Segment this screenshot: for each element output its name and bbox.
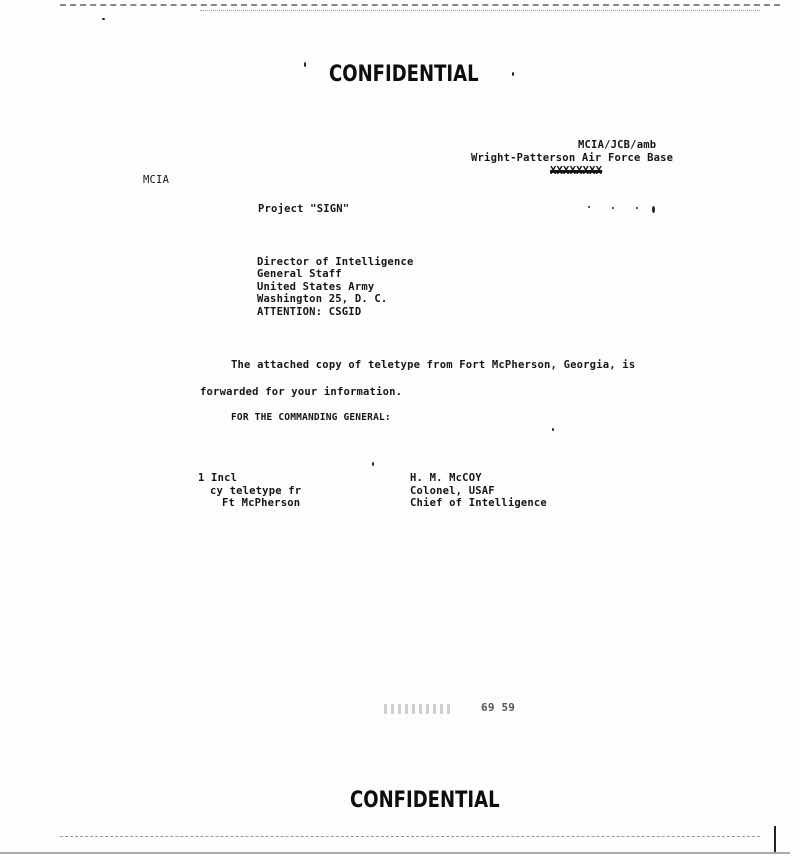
scan-speck [588,206,590,208]
scan-speck [612,207,614,209]
scan-speck [304,62,306,67]
closing-line: FOR THE COMMANDING GENERAL: [231,412,391,423]
enclosure-line-2: cy teletype fr [210,485,302,497]
enclosure-line-1: 1 Incl [198,472,238,484]
office-symbol: MCIA [143,174,170,186]
scan-speck [372,462,374,466]
addressee-line-4: Washington 25, D. C. [257,293,388,305]
signature-title: Chief of Intelligence [410,497,547,509]
scan-speck [102,18,105,20]
scan-edge-bottom [60,836,760,837]
scan-speck [512,72,514,76]
signature-rank: Colonel, USAF [410,485,495,497]
base-location: Wright-Patterson Air Force Base [471,152,674,164]
scan-edge-top-secondary [200,10,760,11]
addressee-line-3: United States Army [257,281,375,293]
enclosure-line-3: Ft McPherson [222,497,301,509]
addressee-line-1: Director of Intelligence [257,256,414,268]
faint-stamp-smudge [384,704,454,714]
reference-code: MCIA/JCB/amb [578,139,657,151]
attention-line: ATTENTION: CSGID [257,306,362,318]
scan-speck [636,207,638,209]
scan-edge-top [60,4,780,6]
redacted-line: XXXXXXXX [550,165,603,177]
classification-top: CONFIDENTIAL [329,62,479,87]
subject-line: Project "SIGN" [258,203,350,215]
scan-speck [552,428,554,431]
scan-speck [652,206,655,213]
body-line-1: The attached copy of teletype from Fort McPherson, Georgia, is [231,359,636,371]
classification-bottom: CONFIDENTIAL [350,788,500,813]
scan-edge-right-mark [774,826,776,852]
footer-stamp-number: 69 59 [481,701,516,714]
scan-edge-bottom-secondary [0,852,790,854]
addressee-line-2: General Staff [257,268,342,280]
body-line-2: forwarded for your information. [200,386,403,398]
signature-name: H. M. McCOY [410,472,482,484]
